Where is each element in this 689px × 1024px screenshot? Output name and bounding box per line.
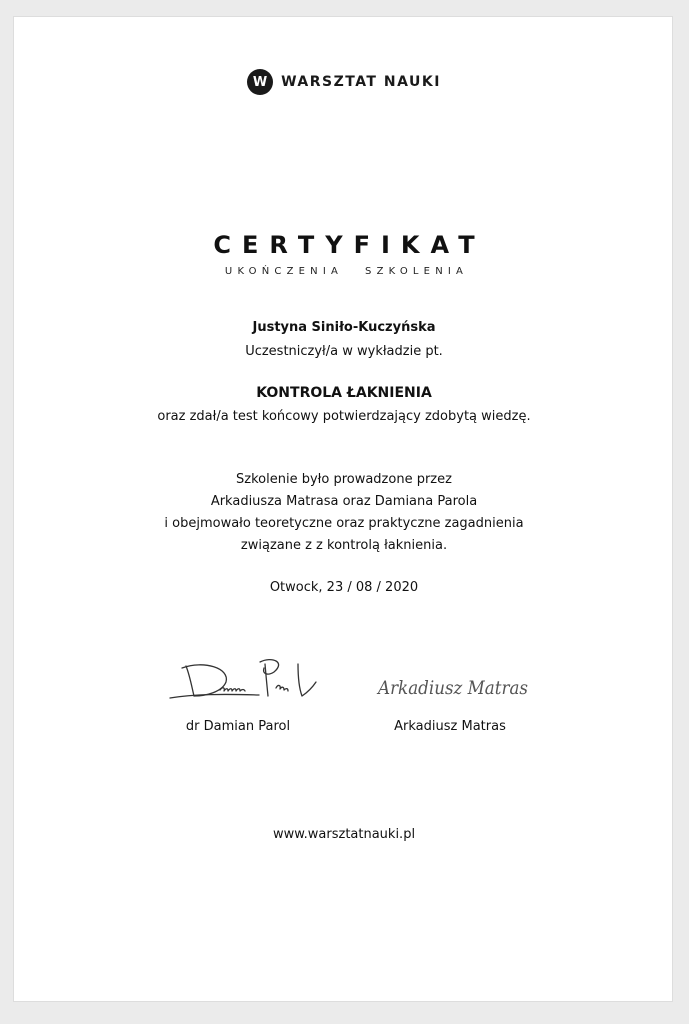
- place-date: Otwock, 23 / 08 / 2020: [269, 580, 419, 595]
- test-text: oraz zdał/a test końcowy potwierdzający zdobytą wiedzę.: [157, 409, 531, 424]
- signer-name-1: dr Damian Parol: [185, 719, 291, 734]
- brand-name: WARSZTAT NAUKI: [281, 74, 441, 90]
- description-line: i obejmowało teoretyczne oraz praktyczne zagadnienia: [164, 516, 524, 531]
- subtitle-word-1: UKOŃCZENIA: [224, 266, 344, 277]
- certificate-subtitle: [14, 266, 674, 277]
- logo-mark-icon: W: [247, 69, 273, 95]
- signature-arkadiusz-matras: [376, 654, 536, 706]
- signature-damian-parol: [164, 654, 324, 706]
- signer-name-2: Arkadiusz Matras: [394, 719, 506, 734]
- brand-logo: [14, 69, 674, 95]
- course-title: KONTROLA ŁAKNIENIA: [256, 385, 432, 401]
- certificate-page: [13, 16, 673, 1002]
- signature-text: Arkadiusz Matras: [376, 677, 529, 699]
- description-line: związane z z kontrolą łaknienia.: [240, 538, 448, 553]
- subtitle-word-2: SZKOLENIA: [365, 266, 469, 277]
- participation-text: Uczestniczył/a w wykładzie pt.: [245, 344, 443, 359]
- certificate-title: CERTYFIKAT: [213, 231, 486, 259]
- description-line: Arkadiusza Matrasa oraz Damiana Parola: [210, 494, 478, 509]
- website-link[interactable]: www.warsztatnauki.pl: [272, 827, 416, 842]
- description-line: Szkolenie było prowadzone przez: [236, 472, 452, 487]
- participant-name: Justyna Siniło-Kuczyńska: [252, 320, 436, 335]
